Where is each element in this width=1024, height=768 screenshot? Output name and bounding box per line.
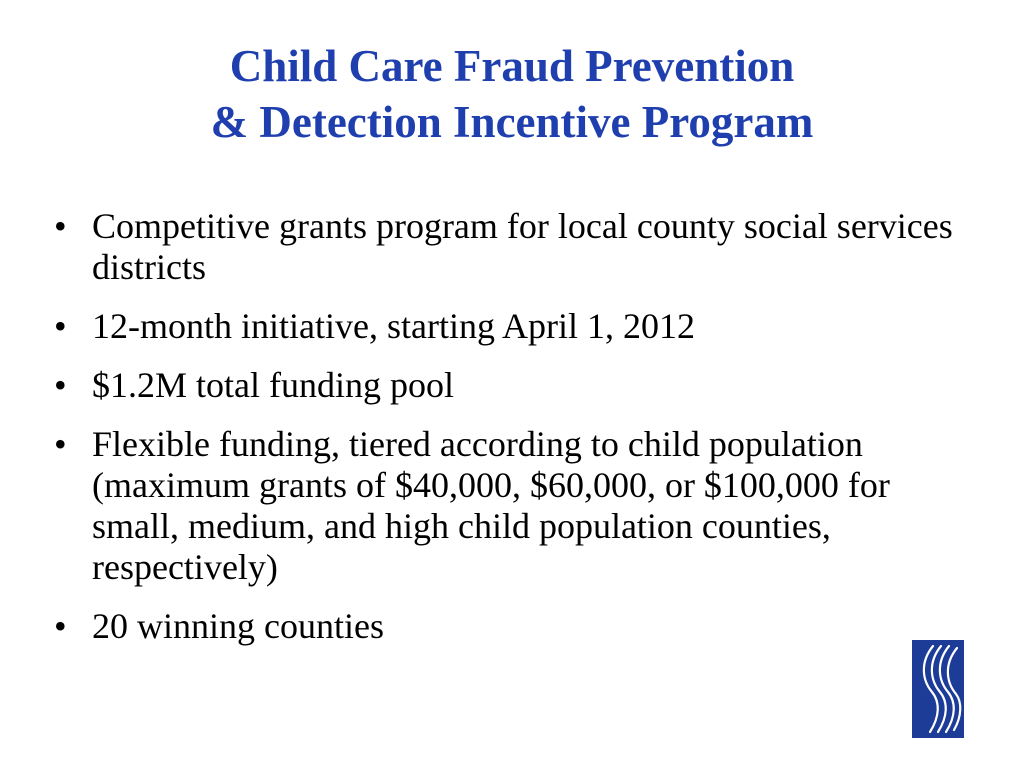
bullet-item xyxy=(54,606,954,647)
bullet-item xyxy=(54,424,954,588)
bullet-dot-icon: • xyxy=(54,424,67,464)
bullet-item xyxy=(54,306,954,347)
bullet-text: 20 winning counties xyxy=(92,606,384,646)
bullet-dot-icon: • xyxy=(54,306,67,346)
bullet-text: Flexible funding, tiered according to child population (maximum grants of $40,000, $60,000, or $100,000 for small, medium, and high child population counties, respectively) xyxy=(92,424,890,587)
bullet-text: $1.2M total funding pool xyxy=(92,365,454,405)
bullet-list xyxy=(54,206,954,665)
slide-title xyxy=(0,38,1024,150)
title-line-1: Child Care Fraud Prevention xyxy=(229,41,795,91)
bullet-dot-icon: • xyxy=(54,365,67,405)
bullet-text: Competitive grants program for local county social services districts xyxy=(92,206,953,287)
bullet-item xyxy=(54,206,954,288)
title-line-2: & Detection Incentive Program xyxy=(210,97,814,147)
ocfs-swoosh-logo-icon xyxy=(912,640,964,738)
bullet-dot-icon: • xyxy=(54,606,67,646)
bullet-dot-icon: • xyxy=(54,206,67,246)
bullet-text: 12-month initiative, starting April 1, 2012 xyxy=(92,306,695,346)
bullet-item xyxy=(54,365,954,406)
